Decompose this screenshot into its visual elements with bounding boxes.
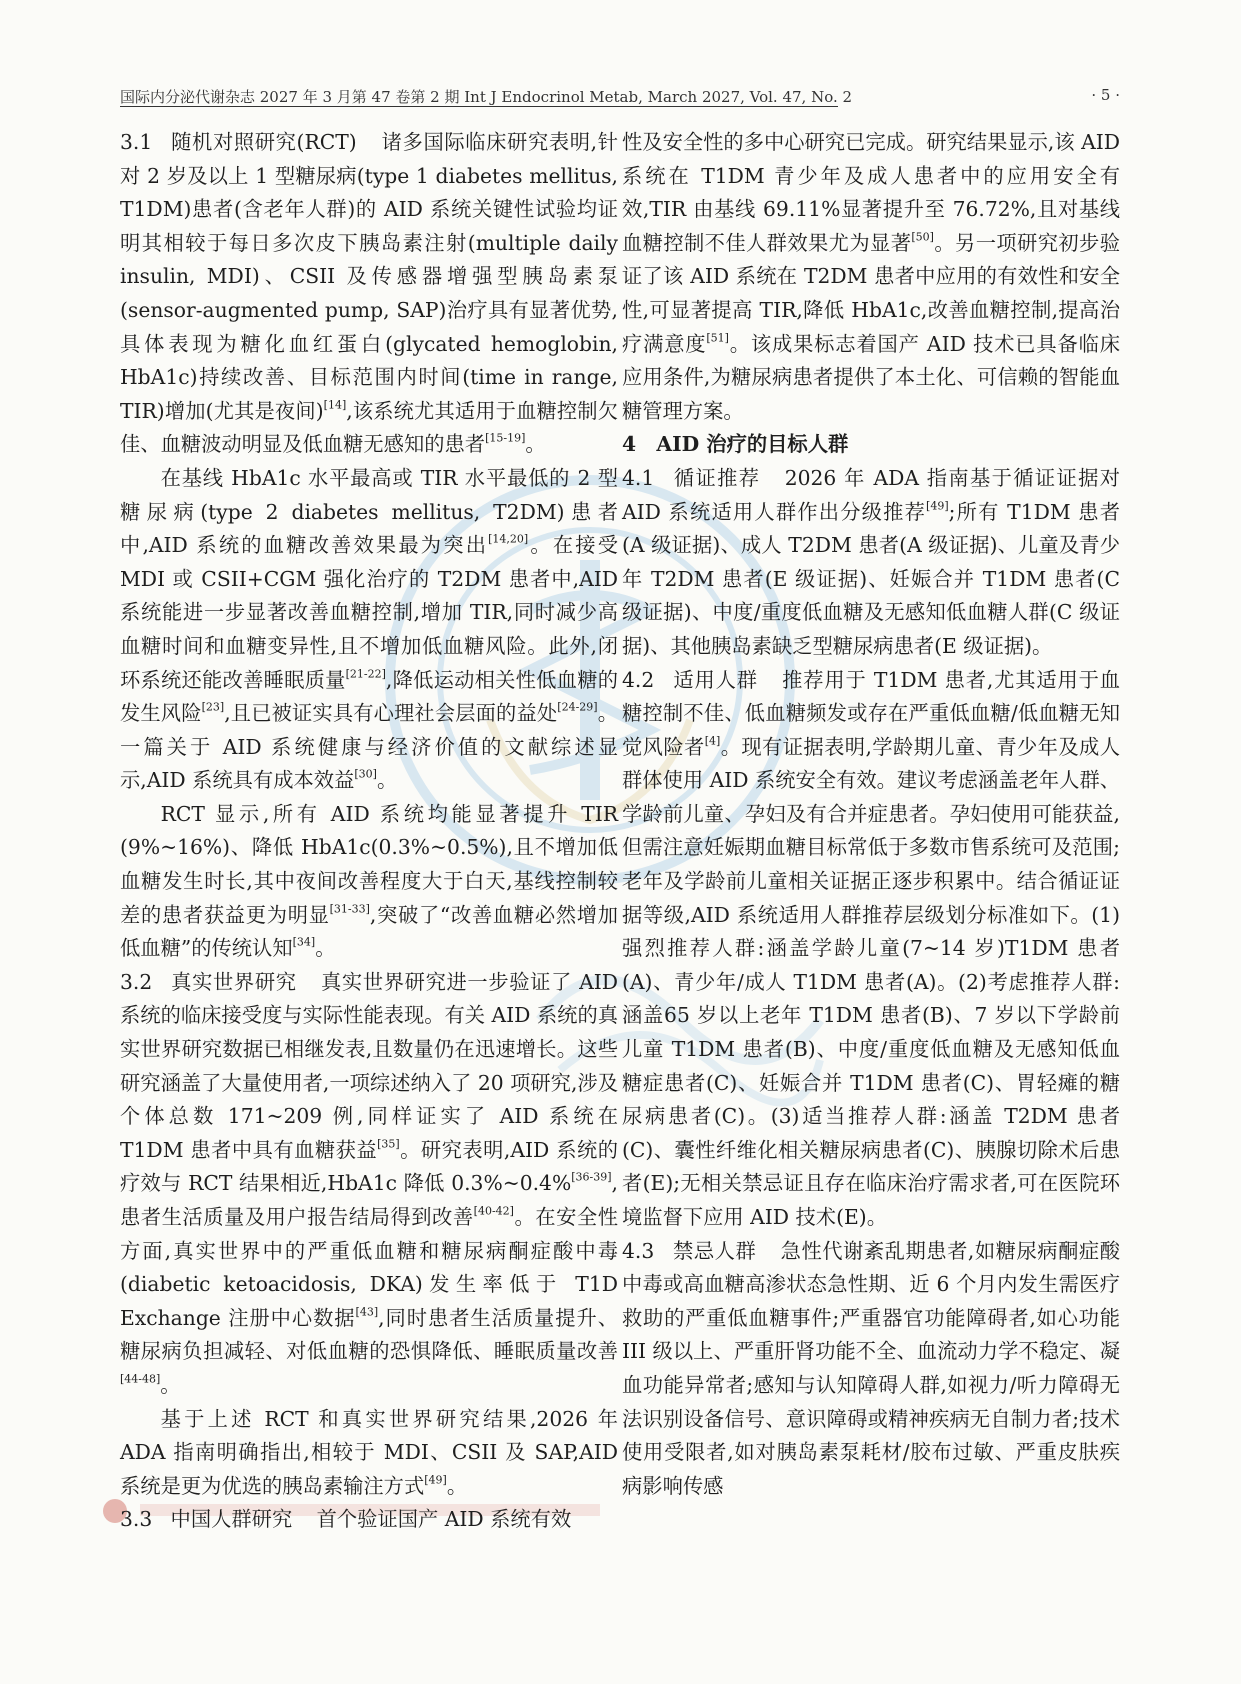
body-text: 。一篇关于 AID 系统健康与经济价值的文献综述显示,AID 系统具有成本效益 bbox=[120, 701, 618, 793]
citation-ref: [35] bbox=[377, 1137, 400, 1151]
citation-ref: [49] bbox=[424, 1473, 447, 1487]
body-text: 。现有证据表明,学龄期儿童、青少年及成人群体使用 AID 系统安全有效。建议考虑涵盖老年人群、学龄前儿童、孕妇及有合并症患者。孕妇使用可能获益,但需注意妊娠期血糖目标常低于多数市售系统可及范围;老年及学龄前儿童相关证据正逐步积累中。结合循证证据等级,AID 系统适用人群推荐层级划分标准如下。(1)强烈推荐人群:涵盖学龄儿童(7~14 岁)T1DM 患者(A)、青少年/成人 T1DM 患者(A)。(2)考虑推荐人群:涵盖65 岁以上老年 T1DM 患者(B)、7 岁以下学龄前儿童 T1DM 患者(B)、中度/重度低血糖及无感知低血糖症患者(C)、妊娠合并 T1DM 患者(C)、胃轻瘫的糖尿病患者(C)。(3)适当推荐人群:涵盖 T2DM 患者(C)、囊性纤维化相关糖尿病患者(C)、胰腺切除术后患者(E);无相关禁忌证且存在临床治疗需求者,可在医院环境监督下应用 AID 技术(E)。 bbox=[622, 734, 1121, 1229]
body-text: ,患者生活质量及用户报告结局得到改善 bbox=[120, 1171, 618, 1229]
body-text: ,且已被证实具有心理社会层面的益处 bbox=[224, 701, 558, 726]
header-rule bbox=[120, 106, 838, 107]
section-4-3 bbox=[622, 1235, 1120, 1504]
section-number: 4 bbox=[622, 432, 637, 457]
citation-ref: [43] bbox=[355, 1305, 379, 1319]
section-4-2 bbox=[622, 664, 1120, 1235]
section-4-1 bbox=[622, 462, 1120, 664]
citation-ref: [40-42] bbox=[473, 1204, 514, 1218]
body-text: 在基线 HbA1c 水平最高或 TIR 水平最低的 2 型糖尿病(type 2 diabetes mellitus, T2DM)患者中,AID 系统的血糖改善效果最为突出 bbox=[120, 465, 618, 558]
subsection-title: 中国人群研究 bbox=[170, 1507, 293, 1532]
left-column bbox=[120, 126, 618, 1537]
section-3-3 bbox=[120, 1503, 618, 1537]
section-3-1 bbox=[120, 126, 618, 462]
citation-ref: [51] bbox=[706, 331, 729, 345]
body-text: 。在接受 MDI 或 CSII+CGM 强化治疗的 T2DM 患者中,AID 系统能进一步显著改善血糖控制,增加 TIR,同时减少高血糖时间和血糖变异性,且不增加低血糖风险。此外,闭环系统还能改善睡眠质量 bbox=[120, 533, 618, 692]
subsection-number: 3.3 bbox=[120, 1507, 153, 1532]
citation-ref: [4] bbox=[704, 734, 721, 748]
body-text: 。 bbox=[160, 1372, 181, 1397]
citation-ref: [31-33] bbox=[329, 902, 370, 916]
right-column bbox=[622, 126, 1120, 1503]
citation-ref: [34] bbox=[292, 935, 316, 949]
citation-ref: [23] bbox=[201, 700, 225, 714]
subsection-number: 4.1 bbox=[622, 465, 655, 490]
subsection-number: 4.2 bbox=[622, 667, 655, 692]
citation-ref: [14] bbox=[323, 398, 347, 412]
subsection-title: 禁忌人群 bbox=[672, 1238, 757, 1263]
section-4-heading bbox=[622, 428, 1120, 462]
citation-ref: [14,20] bbox=[488, 532, 529, 546]
body-text: ,降低运动相关性低血糖的发生风险 bbox=[120, 667, 618, 726]
subsection-title: 随机对照研究(RCT) bbox=[170, 130, 357, 154]
body-text: ;所有 T1DM 患者(A 级证据)、成人 T2DM 患者(A 级证据)、儿童及青少年 T2DM 患者(E 级证据)、妊娠合并 T1DM 患者(C 级证据)、中度/重度低血糖及无感知低血糖人群(C 级证据)、其他胰岛素缺乏型糖尿病患者(E 级证据)。 bbox=[622, 499, 1120, 658]
paragraph bbox=[120, 462, 618, 798]
page-number: · 5 · bbox=[1091, 86, 1120, 104]
citation-ref: [15-19] bbox=[485, 432, 526, 445]
subsection-title: 真实世界研究 bbox=[170, 969, 297, 994]
body-text: 推荐用于 T1DM 患者,尤其适用于血糖控制不佳、低血糖频发或存在严重低血糖/低血糖无知觉风险者 bbox=[622, 667, 1120, 759]
journal-citation: 国际内分泌代谢杂志 2027 年 3 月第 47 卷第 2 期 Int J Endocrinol Metab, March 2027, Vol. 47, No. 2 bbox=[120, 88, 853, 106]
section-3-2 bbox=[120, 966, 618, 1403]
body-text: 。 bbox=[446, 1473, 468, 1498]
citation-ref: [49] bbox=[926, 499, 949, 513]
paragraph bbox=[120, 798, 618, 966]
subsection-title: 循证推荐 bbox=[672, 465, 761, 490]
body-text: 首个验证国产 AID 系统有效 bbox=[316, 1507, 572, 1532]
body-text: 急性代谢紊乱期患者,如糖尿病酮症酸中毒或高血糖高渗状态急性期、近 6 个月内发生需医疗救助的严重低血糖事件;严重器官功能障碍者,如心功能 III 级以上、严重肝肾功能不全、血流动力学不稳定、凝血功能异常者;感知与认知障碍人群,如视力/听力障碍无法识别设备信号、意识障碍或精神疾病无自制力者;技术使用受限者,如对胰岛素泵耗材/胶布过敏、严重皮肤疾病影响传感 bbox=[622, 1238, 1120, 1498]
body-text: ,该系统尤其适用于血糖控制欠佳、血糖波动明显及低血糖无感知的患者 bbox=[120, 398, 618, 457]
subsection-number: 3.2 bbox=[120, 969, 153, 994]
citation-ref: [24-29] bbox=[557, 700, 598, 714]
body-text: 基于上述 RCT 和真实世界研究结果,2026 年 ADA 指南明确指出,相较于 MDI、CSII 及 SAP,AID 系统是更为优选的胰岛素输注方式 bbox=[120, 1406, 618, 1498]
subsection-number: 4.3 bbox=[622, 1238, 655, 1263]
subsection-number: 3.1 bbox=[120, 130, 153, 154]
body-text: 真实世界研究进一步验证了 AID 系统的临床接受度与实际性能表现。有关 AID 系统的真实世界研究数据已相继发表,且数量仍在迅速增长。这些研究涵盖了大量使用者,一项综述纳入了 20 项研究,涉及个体总数 171~209 例,同样证实了 AID 系统在 T1DM 患者中具有血糖获益 bbox=[120, 969, 619, 1162]
body-text: 2026 年 ADA 指南基于循证证据对 AID 系统适用人群作出分级推荐 bbox=[622, 465, 1120, 524]
body-text: 。该成果标志着国产 AID 技术已具备临床应用条件,为糖尿病患者提供了本土化、可信赖的智能血糖管理方案。 bbox=[622, 331, 1120, 423]
citation-ref: [21-22] bbox=[345, 667, 386, 681]
body-text: ,突破了“改善血糖必然增加低血糖”的传统认知 bbox=[120, 902, 618, 961]
citation-ref: [50] bbox=[911, 230, 934, 244]
citation-ref: [30] bbox=[354, 767, 377, 781]
body-text: 。另一项研究初步验证了该 AID 系统在 T2DM 患者中应用的有效性和安全性,可显著提高 TIR,降低 HbA1c,改善血糖控制,提高治疗满意度 bbox=[622, 230, 1120, 356]
citation-ref: [44-48] bbox=[120, 1372, 161, 1386]
paragraph-continued bbox=[622, 126, 1120, 428]
paragraph bbox=[120, 1403, 618, 1504]
body-text: 。研究表明,AID 系统的疗效与 RCT 结果相近,HbA1c 降低 0.3%~0.4% bbox=[120, 1137, 618, 1196]
body-text: RCT 显示,所有 AID 系统均能显著提升 TIR (9%~16%)、降低 HbA1c(0.3%~0.5%),且不增加低血糖发生时长,其中夜间改善程度大于白天,基线控制较差的患者获益更为明显 bbox=[120, 801, 618, 927]
body-text: 。在安全性方面,真实世界中的严重低血糖和糖尿病酮症酸中毒(diabetic ketoacidosis, DKA)发生率低于 T1D Exchange 注册中心数据 bbox=[120, 1205, 618, 1330]
body-text: 诸多国际临床研究表明,针对 2 岁及以上 1 型糖尿病(type 1 diabetes mellitus, T1DM)患者(含老年人群)的 AID 系统关键性试验均证明其相较于每日多次皮下胰岛素注射(multiple daily insulin, MDI)、CSII 及传感器增强型胰岛素泵(sensor-augmented pump, SAP)治疗具有显著优势,具体表现为糖化血红蛋白(glycated hemoglobin, HbA1c)持续改善、目标范围内时间(time in range, TIR)增加(尤其是夜间) bbox=[120, 130, 618, 423]
body-text: 。 bbox=[315, 936, 336, 961]
body-text: 性及安全性的多中心研究已完成。研究结果显示,该 AID 系统在 T1DM 青少年及成人患者中的应用安全有效,TIR 由基线 69.11%显著提升至 76.72%,且对基线血糖控制不佳人群效果尤为显著 bbox=[622, 130, 1121, 255]
citation-ref: [36-39] bbox=[571, 1171, 612, 1185]
body-text: 。 bbox=[525, 432, 546, 457]
body-text: ,同时患者生活质量提升、糖尿病负担减轻、对低血糖的恐惧降低、睡眠质量改善 bbox=[120, 1305, 619, 1364]
running-header bbox=[120, 84, 1120, 108]
body-text: 。 bbox=[376, 768, 398, 793]
section-title: AID 治疗的目标人群 bbox=[656, 432, 849, 457]
subsection-title: 适用人群 bbox=[672, 667, 758, 692]
